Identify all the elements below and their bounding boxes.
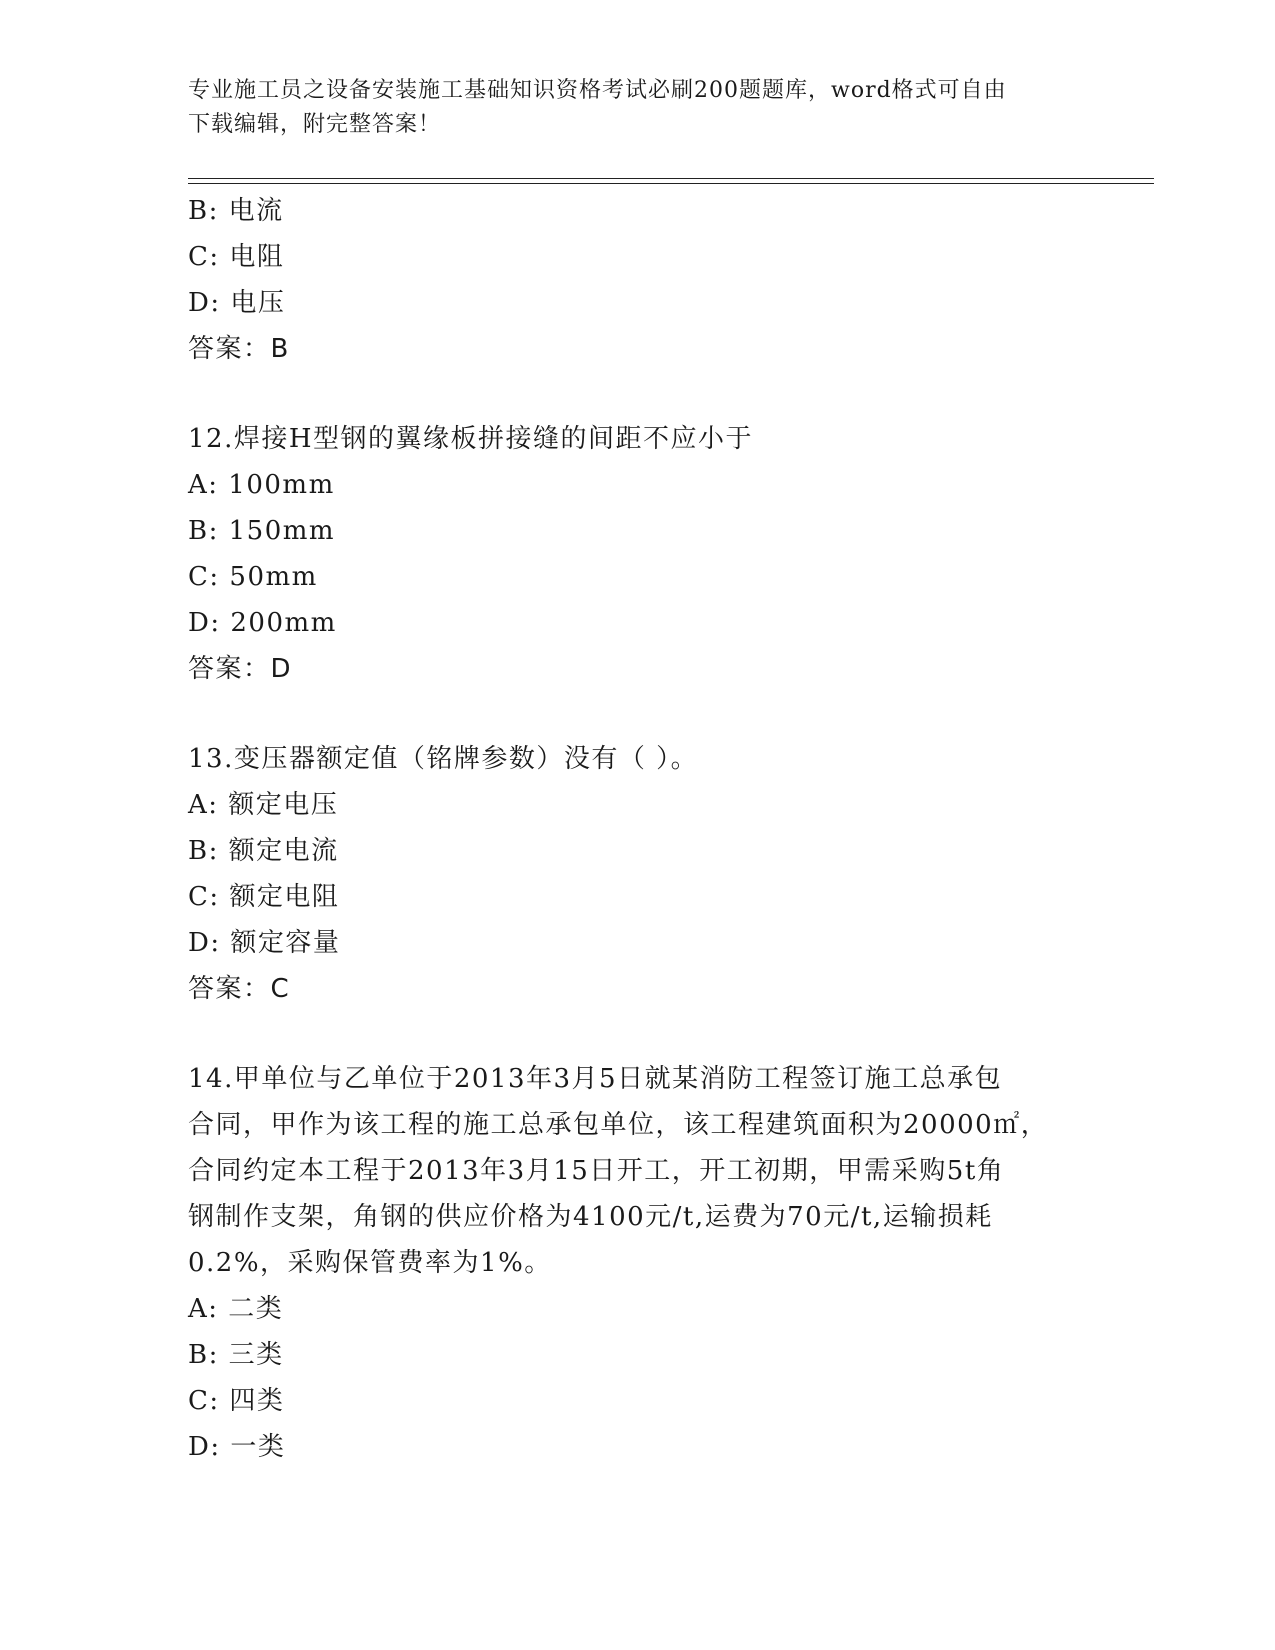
option-d: D: 额定容量 xyxy=(188,928,341,958)
option-a: A: 100mm xyxy=(188,470,335,500)
option-a: A: 二类 xyxy=(188,1294,284,1324)
option-c: C: 电阻 xyxy=(188,242,285,272)
option-d: D: 电压 xyxy=(188,288,286,318)
spacer xyxy=(188,372,1088,416)
question-12 xyxy=(188,416,1088,692)
header-divider-bottom xyxy=(188,183,1154,184)
option-b: B: 电流 xyxy=(188,196,284,226)
question-text: 12.焊接H型钢的翼缘板拼接缝的间距不应小于 xyxy=(188,424,754,454)
option-c: C: 50mm xyxy=(188,562,318,592)
question-11 xyxy=(188,188,1088,372)
header-title-line-1: 专业施工员之设备安装施工基础知识资格考试必刷200题题库，word格式可自由 xyxy=(188,78,1007,103)
question-text-line-5: 0.2%，采购保管费率为1%。 xyxy=(188,1248,552,1278)
header-divider-top xyxy=(188,178,1154,179)
answer-line: 答案：B xyxy=(188,334,290,364)
question-text-line-3: 合同约定本工程于2013年3月15日开工，开工初期，甲需采购5t角 xyxy=(188,1156,1005,1186)
answer-line: 答案：C xyxy=(188,974,291,1004)
question-13 xyxy=(188,736,1088,1012)
option-b: B: 三类 xyxy=(188,1340,284,1370)
document-header xyxy=(188,74,1078,142)
option-c: C: 四类 xyxy=(188,1386,285,1416)
spacer xyxy=(188,692,1088,736)
option-c: C: 额定电阻 xyxy=(188,882,340,912)
question-14 xyxy=(188,1056,1088,1470)
option-d: D: 一类 xyxy=(188,1432,286,1462)
option-a: A: 额定电压 xyxy=(188,790,339,820)
header-title-line-2: 下载编辑，附完整答案！ xyxy=(188,112,442,137)
option-b: B: 额定电流 xyxy=(188,836,339,866)
option-d: D: 200mm xyxy=(188,608,337,638)
spacer xyxy=(188,1012,1088,1056)
question-text-line-1: 14.甲单位与乙单位于2013年3月5日就某消防工程签订施工总承包 xyxy=(188,1064,1003,1094)
answer-line: 答案：D xyxy=(188,654,293,684)
document-body xyxy=(188,188,1088,1470)
option-b: B: 150mm xyxy=(188,516,336,546)
question-text-line-2: 合同，甲作为该工程的施工总承包单位，该工程建筑面积为20000㎡， xyxy=(188,1110,1049,1140)
question-text-line-4: 钢制作支架，角钢的供应价格为4100元/t,运费为70元/t,运输损耗 xyxy=(188,1202,993,1232)
question-text: 13.变压器额定值（铭牌参数）没有（ ）。 xyxy=(188,744,699,774)
